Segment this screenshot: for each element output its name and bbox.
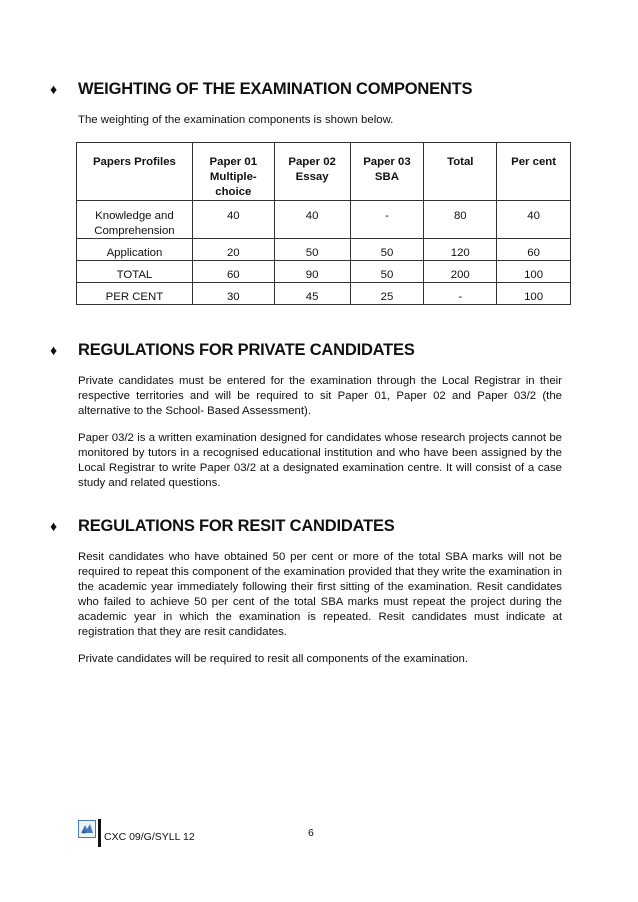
cell-value: 120 — [424, 239, 497, 261]
cell-value: 80 — [424, 201, 497, 239]
header-paper-03: Paper 03 SBA — [350, 143, 424, 201]
header-paper-01: Paper 01 Multiple- choice — [192, 143, 274, 201]
private-paragraph-2: Paper 03/2 is a written examination designed for candidates whose research projects cannot be monitored by tutors in a recognised educational institution and who have been assigned by the Local Registrar to write Paper 03/2 at a designated examination centre. It will consist of a case study and related questions. — [78, 432, 562, 489]
weighting-table — [76, 142, 571, 305]
weighting-heading — [50, 79, 472, 99]
cell-value: 30 — [192, 283, 274, 305]
cell-value: - — [424, 283, 497, 305]
page-footer — [78, 811, 195, 847]
table-row — [77, 261, 571, 283]
table-row — [77, 283, 571, 305]
cell-value: 100 — [497, 261, 571, 283]
cxc-logo-icon — [78, 820, 96, 838]
diamond-bullet-icon: ♦ — [50, 518, 58, 534]
resit-paragraph-2: Private candidates will be required to resit all components of the examination. — [78, 653, 469, 665]
private-title: REGULATIONS FOR PRIVATE CANDIDATES — [78, 340, 415, 359]
diamond-bullet-icon: ♦ — [50, 81, 58, 97]
cell-value: 40 — [192, 201, 274, 239]
cell-value: 50 — [350, 261, 424, 283]
weighting-title: WEIGHTING OF THE EXAMINATION COMPONENTS — [78, 79, 473, 98]
footer-divider — [98, 819, 101, 847]
table-row — [77, 201, 571, 239]
cell-value: 45 — [274, 283, 350, 305]
header-paper-02: Paper 02 Essay — [274, 143, 350, 201]
resit-title: REGULATIONS FOR RESIT CANDIDATES — [78, 516, 395, 535]
cell-value: - — [350, 201, 424, 239]
footer-code: CXC 09/G/SYLL 12 — [104, 831, 195, 843]
table-row — [77, 239, 571, 261]
row-label: TOTAL — [77, 261, 193, 283]
cell-value: 200 — [424, 261, 497, 283]
cell-value: 25 — [350, 283, 424, 305]
cell-value: 100 — [497, 283, 571, 305]
row-label: PER CENT — [77, 283, 193, 305]
cell-value: 50 — [350, 239, 424, 261]
header-total: Total — [424, 143, 497, 201]
cell-value: 50 — [274, 239, 350, 261]
header-per-cent: Per cent — [497, 143, 571, 201]
cell-value: 20 — [192, 239, 274, 261]
row-label: Knowledge and Comprehension — [77, 201, 193, 239]
resit-paragraph-1: Resit candidates who have obtained 50 per cent or more of the total SBA marks will not be required to repeat this component of the examination provided that they write the examination in the academic year immediately following their first sitting of the examination. Resit candidates who failed to achieve 50 per cent of the total SBA marks must repeat the project during the academic year in which the examination is repeated. Resit candidates must indicate at registration that they are resit candidates. — [78, 551, 562, 638]
diamond-bullet-icon: ♦ — [50, 342, 58, 358]
page-number: 6 — [308, 827, 314, 839]
resit-heading — [50, 516, 395, 536]
cell-value: 40 — [497, 201, 571, 239]
private-heading — [50, 340, 415, 360]
cell-value: 60 — [497, 239, 571, 261]
private-paragraph-1: Private candidates must be entered for the examination through the Local Registrar in their respective territories and will be required to sit Paper 01, Paper 02 and Paper 03/2 (the alternative to the School- Based Assessment). — [78, 375, 562, 417]
header-papers-profiles: Papers Profiles — [77, 143, 193, 201]
weighting-intro: The weighting of the examination components is shown below. — [78, 114, 394, 126]
table-header-row — [77, 143, 571, 201]
cell-value: 40 — [274, 201, 350, 239]
cell-value: 90 — [274, 261, 350, 283]
row-label: Application — [77, 239, 193, 261]
cell-value: 60 — [192, 261, 274, 283]
